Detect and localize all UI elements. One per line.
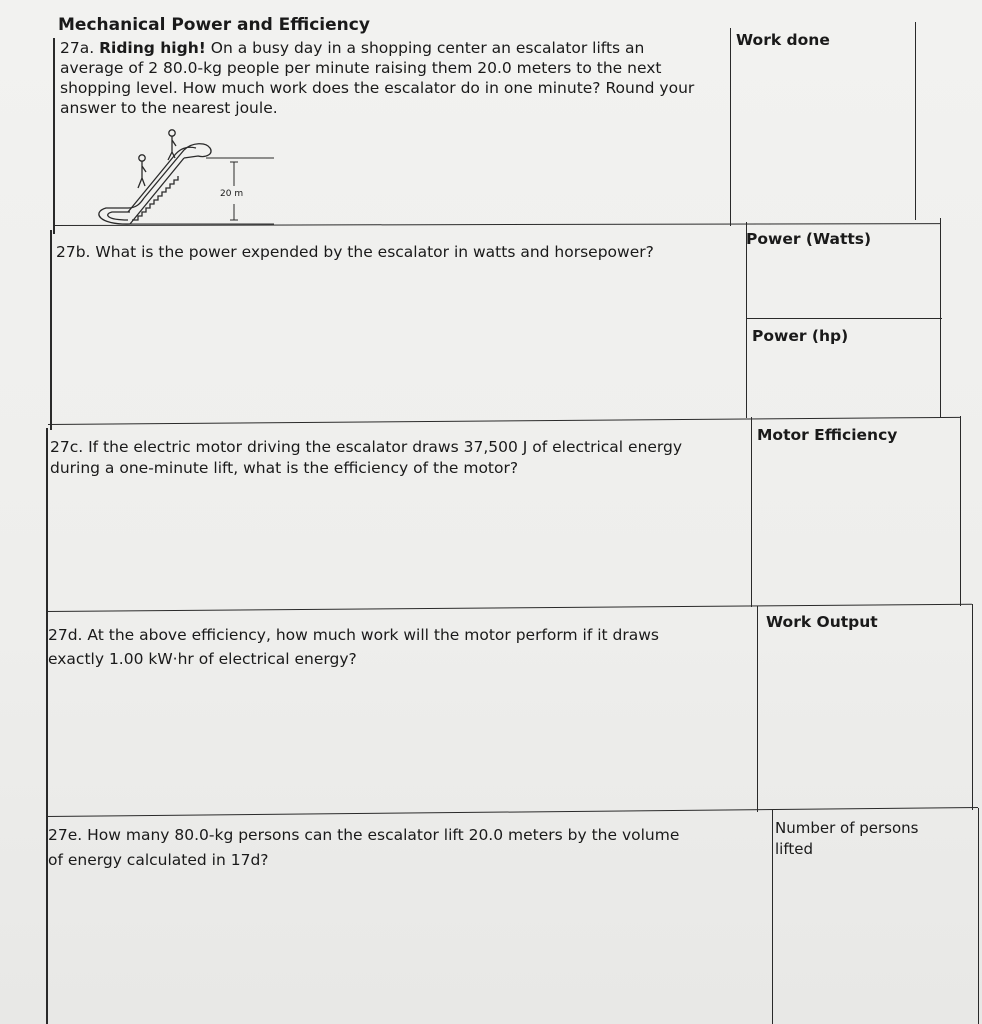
left-border xyxy=(53,38,55,234)
escalator-diagram xyxy=(88,128,278,230)
answer-area-power-hp[interactable] xyxy=(748,350,938,416)
answer-area-motor-efficiency[interactable] xyxy=(753,450,958,602)
answer-area-work-output[interactable] xyxy=(759,640,969,806)
answer-label-power-watts: Power (Watts) xyxy=(746,230,872,248)
answer-label-work-output: Work Output xyxy=(766,613,878,631)
answer-column-divider xyxy=(730,28,731,226)
answer-area-persons-lifted[interactable] xyxy=(774,864,976,1020)
row-divider xyxy=(746,318,942,319)
right-border xyxy=(978,808,979,1024)
answer-area-power-watts[interactable] xyxy=(748,252,938,316)
answer-label-work-done: Work done xyxy=(736,31,830,49)
answer-label-persons: Number of persons xyxy=(775,819,919,837)
row-divider xyxy=(46,604,972,612)
question-27a xyxy=(60,38,644,58)
answer-label-motor-efficiency: Motor Efficiency xyxy=(757,426,898,444)
worksheet-title: Mechanical Power and Efficiency xyxy=(58,15,370,35)
answer-column-divider xyxy=(772,810,773,1024)
answer-area-work-done[interactable] xyxy=(732,56,912,218)
left-border xyxy=(46,428,48,1024)
question-27d: 27d. At the above efficiency, how much work will the motor perform if it draws xyxy=(48,626,659,644)
question-number: 27a. xyxy=(60,39,95,57)
question-27c-line: during a one-minute lift, what is the efficiency of the motor? xyxy=(50,459,519,477)
answer-column-divider xyxy=(746,222,747,418)
right-border xyxy=(972,604,973,810)
question-lead: Riding high! xyxy=(99,39,206,57)
height-label: 20 m xyxy=(220,189,244,199)
answer-column-divider xyxy=(751,417,752,607)
right-border xyxy=(915,22,916,220)
right-border xyxy=(960,416,961,606)
question-27b: 27b. What is the power expended by the escalator in watts and horsepower? xyxy=(56,243,654,261)
question-27c: 27c. If the electric motor driving the escalator draws 37,500 J of electrical energy xyxy=(50,438,683,456)
question-27a-line: answer to the nearest joule. xyxy=(60,99,278,117)
answer-label-power-hp: Power (hp) xyxy=(752,327,849,345)
question-27e-line: of energy calculated in 17d? xyxy=(48,851,269,869)
row-divider xyxy=(46,807,978,817)
row-divider xyxy=(48,417,960,425)
question-27a-line: average of 2 80.0-kg people per minute raising them 20.0 meters to the next xyxy=(60,59,662,77)
left-border xyxy=(50,230,52,430)
answer-column-divider xyxy=(757,606,758,812)
question-text: On a busy day in a shopping center an escalator lifts an xyxy=(205,39,645,57)
question-27d-line: exactly 1.00 kW·hr of electrical energy? xyxy=(48,650,357,668)
answer-label-persons-line: lifted xyxy=(775,840,813,858)
question-27a-line: shopping level. How much work does the escalator do in one minute? Round your xyxy=(60,79,695,97)
question-27e: 27e. How many 80.0-kg persons can the escalator lift 20.0 meters by the volume xyxy=(48,826,680,844)
